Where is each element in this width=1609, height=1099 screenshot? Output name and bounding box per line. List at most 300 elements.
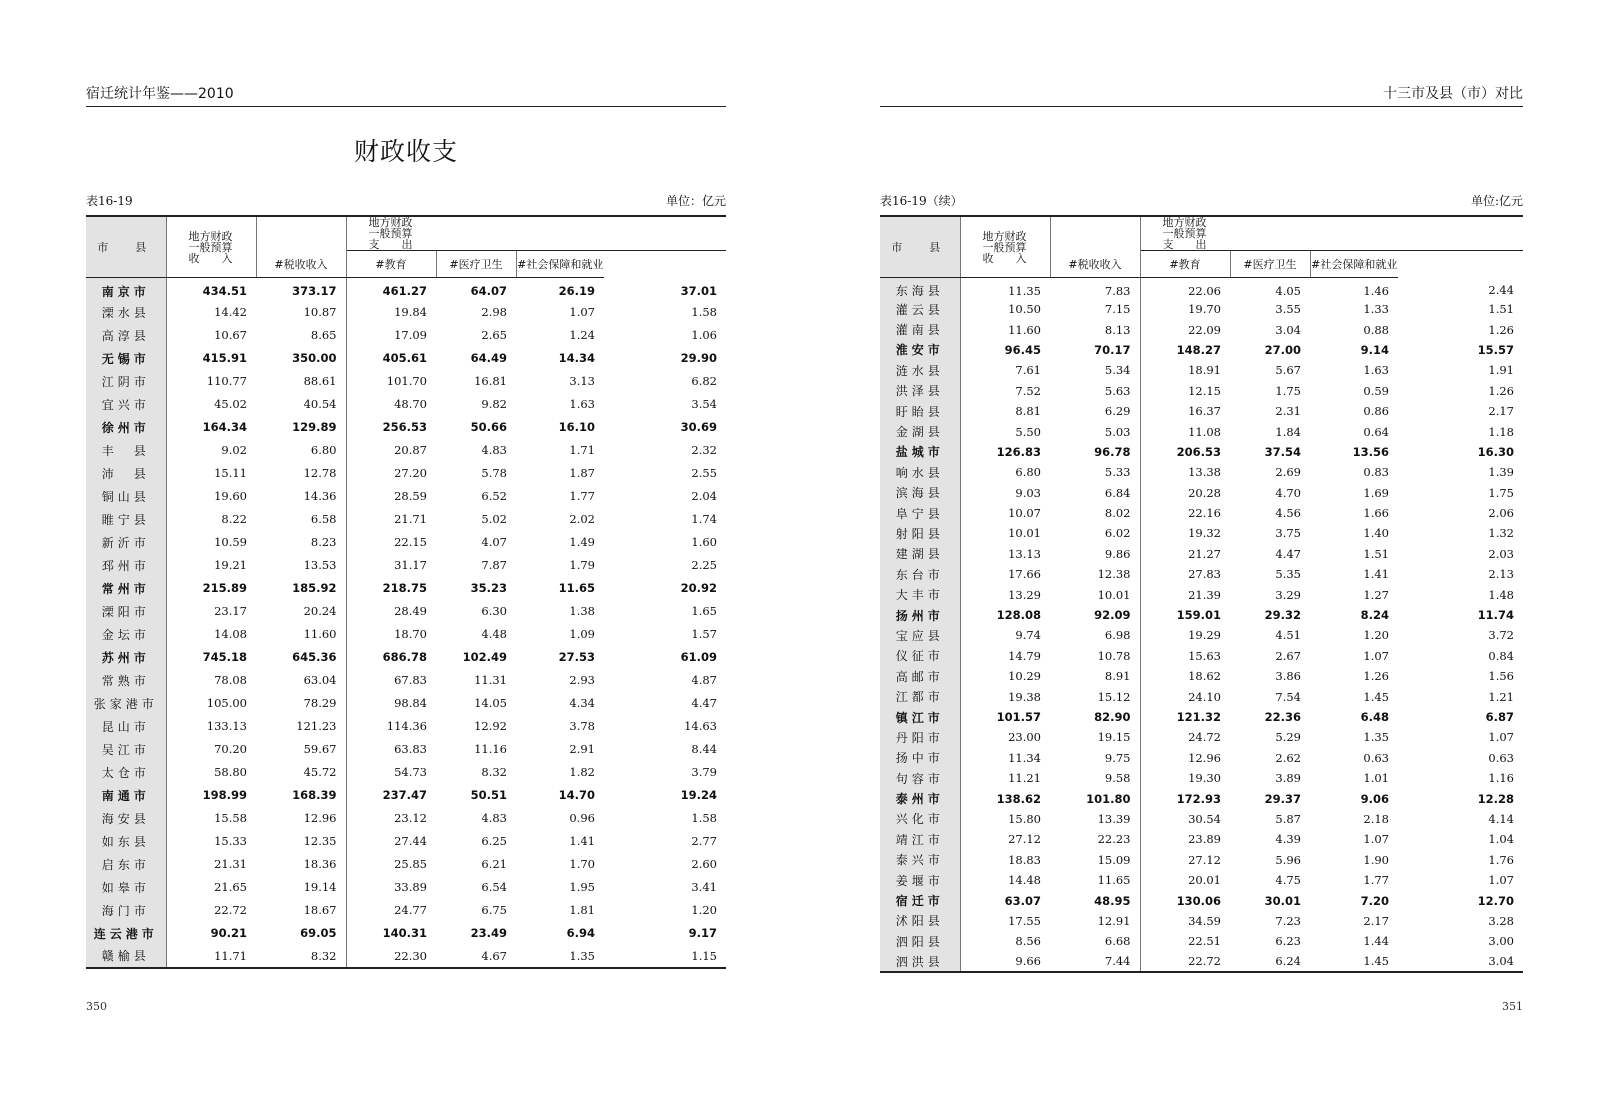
running-header bbox=[880, 84, 1523, 107]
finance-table-right bbox=[880, 215, 1523, 973]
table-row bbox=[86, 508, 726, 531]
tax-cell: 9.75 bbox=[1050, 748, 1140, 768]
region-name-cell: 金湖县 bbox=[880, 421, 960, 441]
health-cell: 1.77 bbox=[1363, 873, 1389, 888]
region-name-cell: 沛 县 bbox=[86, 462, 166, 485]
region-name-cell: 溧水县 bbox=[86, 301, 166, 324]
social-cell: 1.91 bbox=[1488, 363, 1514, 378]
revenue-cell: 11.35 bbox=[1008, 283, 1041, 298]
region-name-cell: 淮安市 bbox=[880, 340, 960, 360]
table-row bbox=[86, 853, 726, 876]
revenue-cell: 10.07 bbox=[1008, 506, 1041, 521]
revenue-cell: 14.48 bbox=[1008, 873, 1041, 888]
table-row bbox=[86, 623, 726, 646]
health-cell: 13.56 bbox=[1352, 444, 1389, 459]
health-cell: 11.65 bbox=[558, 581, 595, 595]
region-name-cell: 宜兴市 bbox=[86, 393, 166, 416]
expenditure-cell: 19.84 bbox=[394, 305, 427, 319]
revenue-cell: 215.89 bbox=[202, 581, 247, 595]
tax-cell: 22.23 bbox=[1050, 829, 1140, 849]
health-cell: 0.63 bbox=[1363, 750, 1389, 765]
region-column-header: 市 县 bbox=[880, 216, 960, 278]
table-row bbox=[86, 715, 726, 738]
tax-cell: 14.36 bbox=[256, 485, 346, 508]
region-name-cell: 徐州市 bbox=[86, 416, 166, 439]
social-cell: 1.15 bbox=[691, 948, 717, 963]
tax-cell: 92.09 bbox=[1050, 605, 1140, 625]
table-row bbox=[880, 707, 1523, 727]
table-row bbox=[880, 809, 1523, 829]
education-column-header: #教育 bbox=[346, 251, 436, 278]
revenue-cell: 138.62 bbox=[996, 791, 1041, 806]
education-cell: 50.51 bbox=[470, 788, 507, 802]
health-cell: 1.35 bbox=[1363, 730, 1389, 745]
region-name-cell: 睢宁县 bbox=[86, 508, 166, 531]
revenue-cell: 13.29 bbox=[1008, 587, 1041, 602]
education-cell: 5.02 bbox=[481, 512, 507, 526]
expenditure-cell: 21.71 bbox=[394, 512, 427, 526]
region-name-cell: 赣榆县 bbox=[86, 945, 166, 968]
tax-cell: 6.58 bbox=[256, 508, 346, 531]
health-cell: 1.66 bbox=[1363, 506, 1389, 521]
social-cell: 1.58 bbox=[691, 811, 717, 825]
health-cell: 7.20 bbox=[1360, 893, 1389, 908]
health-cell: 1.38 bbox=[569, 604, 595, 618]
table-unit: 单位:亿元 bbox=[1470, 194, 1523, 208]
education-cell: 4.48 bbox=[481, 627, 507, 641]
tax-cell: 129.89 bbox=[256, 416, 346, 439]
region-name-cell: 扬州市 bbox=[880, 605, 960, 625]
health-cell: 0.83 bbox=[1363, 465, 1389, 480]
expenditure-cell: 121.32 bbox=[1176, 710, 1221, 724]
expenditure-cell: 148.27 bbox=[1176, 342, 1221, 357]
education-cell: 14.05 bbox=[474, 696, 507, 710]
education-cell: 5.87 bbox=[1275, 811, 1301, 826]
education-cell: 4.67 bbox=[481, 948, 507, 963]
table-id: 表16-19（续） bbox=[880, 194, 963, 208]
education-cell: 4.47 bbox=[1275, 546, 1301, 561]
social-cell: 2.44 bbox=[1488, 283, 1514, 298]
expenditure-cell: 22.30 bbox=[394, 948, 427, 963]
social-cell: 2.77 bbox=[691, 834, 717, 848]
health-cell: 1.41 bbox=[1363, 567, 1389, 582]
education-cell: 3.04 bbox=[1275, 322, 1301, 337]
health-cell: 1.79 bbox=[569, 558, 595, 572]
expenditure-cell: 237.47 bbox=[382, 788, 427, 802]
revenue-cell: 19.21 bbox=[214, 558, 247, 572]
region-name-cell: 邳州市 bbox=[86, 554, 166, 577]
table-meta bbox=[86, 192, 726, 210]
health-cell: 1.07 bbox=[569, 305, 595, 319]
education-cell: 30.01 bbox=[1264, 893, 1301, 908]
table-row bbox=[880, 381, 1523, 401]
expenditure-cell: 24.10 bbox=[1188, 689, 1221, 704]
tax-cell: 7.44 bbox=[1050, 952, 1140, 972]
education-cell: 4.75 bbox=[1275, 873, 1301, 888]
expenditure-cell: 23.12 bbox=[394, 811, 427, 825]
region-name-cell: 如东县 bbox=[86, 830, 166, 853]
table-row bbox=[880, 768, 1523, 788]
revenue-cell: 78.08 bbox=[214, 673, 247, 687]
table-row bbox=[880, 829, 1523, 849]
tax-cell: 645.36 bbox=[256, 646, 346, 669]
health-cell: 1.63 bbox=[1363, 363, 1389, 378]
education-cell: 5.29 bbox=[1275, 730, 1301, 745]
region-name-cell: 阜宁县 bbox=[880, 503, 960, 523]
tax-cell: 9.58 bbox=[1050, 768, 1140, 788]
revenue-cell: 164.34 bbox=[202, 420, 247, 434]
revenue-cell: 45.02 bbox=[214, 397, 247, 411]
expenditure-cell: 19.32 bbox=[1188, 526, 1221, 541]
revenue-cell: 8.81 bbox=[1015, 404, 1041, 419]
tax-cell: 7.83 bbox=[1050, 278, 1140, 300]
region-name-cell: 靖江市 bbox=[880, 829, 960, 849]
tax-cell: 11.65 bbox=[1050, 870, 1140, 890]
revenue-cell: 15.58 bbox=[214, 811, 247, 825]
table-row bbox=[880, 625, 1523, 645]
region-name-cell: 张家港市 bbox=[86, 692, 166, 715]
table-row bbox=[86, 416, 726, 439]
table-meta bbox=[880, 192, 1523, 210]
social-cell: 1.51 bbox=[1488, 302, 1514, 317]
health-cell: 1.45 bbox=[1363, 689, 1389, 704]
expenditure-cell: 27.44 bbox=[394, 834, 427, 848]
education-cell: 102.49 bbox=[462, 650, 507, 664]
tax-cell: 13.39 bbox=[1050, 809, 1140, 829]
social-cell: 1.57 bbox=[691, 627, 717, 641]
expenditure-cell: 22.15 bbox=[394, 535, 427, 549]
social-cell: 4.14 bbox=[1488, 811, 1514, 826]
tax-cell: 6.29 bbox=[1050, 401, 1140, 421]
tax-cell: 15.09 bbox=[1050, 850, 1140, 870]
health-cell: 1.63 bbox=[569, 397, 595, 411]
education-cell: 5.78 bbox=[481, 466, 507, 480]
region-name-cell: 镇江市 bbox=[880, 707, 960, 727]
tax-cell: 18.36 bbox=[256, 853, 346, 876]
region-name-cell: 射阳县 bbox=[880, 523, 960, 543]
revenue-cell: 14.08 bbox=[214, 627, 247, 641]
tax-cell: 101.80 bbox=[1050, 788, 1140, 808]
tax-cell: 40.54 bbox=[256, 393, 346, 416]
tax-cell: 63.04 bbox=[256, 669, 346, 692]
tax-cell: 7.15 bbox=[1050, 299, 1140, 319]
region-name-cell: 盱眙县 bbox=[880, 401, 960, 421]
tax-cell: 6.02 bbox=[1050, 523, 1140, 543]
region-name-cell: 东海县 bbox=[880, 278, 960, 300]
tax-cell: 12.35 bbox=[256, 830, 346, 853]
expenditure-cell: 16.37 bbox=[1188, 404, 1221, 419]
tax-cell: 19.14 bbox=[256, 876, 346, 899]
revenue-cell: 15.33 bbox=[214, 834, 247, 848]
tax-cell: 88.61 bbox=[256, 370, 346, 393]
table-row bbox=[880, 584, 1523, 604]
tax-cell: 12.91 bbox=[1050, 911, 1140, 931]
expenditure-cell: 20.87 bbox=[394, 443, 427, 457]
expenditure-cell: 140.31 bbox=[382, 926, 427, 940]
tax-cell: 185.92 bbox=[256, 577, 346, 600]
region-name-cell: 常州市 bbox=[86, 577, 166, 600]
revenue-cell: 8.22 bbox=[221, 512, 247, 526]
table-row bbox=[880, 401, 1523, 421]
tax-cell: 82.90 bbox=[1050, 707, 1140, 727]
health-cell: 14.34 bbox=[558, 351, 595, 365]
social-cell: 6.82 bbox=[691, 374, 717, 388]
expenditure-column-header: 地方财政 一般预算 支 出 bbox=[1140, 216, 1523, 251]
table-row bbox=[880, 442, 1523, 462]
education-cell: 1.84 bbox=[1275, 424, 1301, 439]
revenue-cell: 11.21 bbox=[1008, 771, 1041, 786]
education-cell: 1.75 bbox=[1275, 383, 1301, 398]
table-row bbox=[880, 788, 1523, 808]
revenue-cell: 10.50 bbox=[1008, 302, 1041, 317]
expenditure-cell: 405.61 bbox=[382, 351, 427, 365]
social-cell: 15.57 bbox=[1477, 342, 1514, 357]
region-name-cell: 灌云县 bbox=[880, 299, 960, 319]
social-cell: 0.63 bbox=[1488, 750, 1514, 765]
region-name-cell: 无锡市 bbox=[86, 347, 166, 370]
health-cell: 6.94 bbox=[566, 926, 595, 940]
expenditure-cell: 101.70 bbox=[386, 374, 427, 388]
table-row bbox=[86, 876, 726, 899]
table-row bbox=[86, 531, 726, 554]
health-cell: 0.88 bbox=[1363, 322, 1389, 337]
education-cell: 2.65 bbox=[481, 328, 507, 342]
education-cell: 6.23 bbox=[1275, 934, 1301, 949]
region-name-cell: 泗阳县 bbox=[880, 931, 960, 951]
health-cell: 1.46 bbox=[1363, 283, 1389, 298]
social-cell: 1.58 bbox=[691, 305, 717, 319]
tax-cell: 69.05 bbox=[256, 922, 346, 945]
tax-column-header: #税收收入 bbox=[1050, 216, 1140, 278]
region-name-cell: 海门市 bbox=[86, 899, 166, 922]
health-cell: 1.35 bbox=[569, 948, 595, 963]
table-row bbox=[880, 523, 1523, 543]
health-cell: 1.45 bbox=[1363, 954, 1389, 969]
social-cell: 1.56 bbox=[1488, 669, 1514, 684]
education-cell: 4.83 bbox=[481, 811, 507, 825]
expenditure-cell: 17.09 bbox=[394, 328, 427, 342]
education-cell: 4.70 bbox=[1275, 485, 1301, 500]
social-cell: 2.25 bbox=[691, 558, 717, 572]
region-name-cell: 建湖县 bbox=[880, 544, 960, 564]
finance-table-left bbox=[86, 215, 726, 969]
table-row bbox=[86, 485, 726, 508]
tax-cell: 12.78 bbox=[256, 462, 346, 485]
social-cell: 37.01 bbox=[680, 284, 717, 298]
health-cell: 1.71 bbox=[569, 443, 595, 457]
health-cell: 3.78 bbox=[569, 719, 595, 733]
social-cell: 20.92 bbox=[680, 581, 717, 595]
health-cell: 2.02 bbox=[569, 512, 595, 526]
table-row bbox=[880, 544, 1523, 564]
education-cell: 5.96 bbox=[1275, 852, 1301, 867]
region-name-cell: 句容市 bbox=[880, 768, 960, 788]
table-row bbox=[86, 807, 726, 830]
running-header bbox=[86, 84, 726, 107]
region-name-cell: 铜山县 bbox=[86, 485, 166, 508]
revenue-cell: 10.59 bbox=[214, 535, 247, 549]
expenditure-cell: 11.08 bbox=[1188, 424, 1221, 439]
expenditure-cell: 98.84 bbox=[394, 696, 427, 710]
education-cell: 7.54 bbox=[1275, 689, 1301, 704]
health-cell: 0.59 bbox=[1363, 383, 1389, 398]
tax-cell: 96.78 bbox=[1050, 442, 1140, 462]
health-cell: 0.96 bbox=[569, 811, 595, 825]
education-cell: 8.32 bbox=[481, 765, 507, 779]
tax-cell: 70.17 bbox=[1050, 340, 1140, 360]
region-column-header: 市 县 bbox=[86, 216, 166, 278]
right-page bbox=[880, 0, 1523, 1099]
table-row bbox=[880, 952, 1523, 972]
expenditure-cell: 13.38 bbox=[1188, 465, 1221, 480]
revenue-cell: 21.31 bbox=[214, 857, 247, 871]
expenditure-cell: 27.20 bbox=[394, 466, 427, 480]
education-cell: 64.07 bbox=[470, 284, 507, 299]
region-name-cell: 南京市 bbox=[86, 278, 166, 301]
region-name-cell: 太仓市 bbox=[86, 761, 166, 784]
table-row bbox=[86, 347, 726, 370]
education-cell: 3.55 bbox=[1275, 302, 1301, 317]
expenditure-column-header: 地方财政 一般预算 支 出 bbox=[346, 216, 726, 251]
expenditure-cell: 28.59 bbox=[394, 489, 427, 503]
health-cell: 1.95 bbox=[569, 880, 595, 894]
social-cell: 2.60 bbox=[691, 857, 717, 871]
health-cell: 0.64 bbox=[1363, 424, 1389, 439]
region-name-cell: 涟水县 bbox=[880, 360, 960, 380]
social-cell: 2.32 bbox=[691, 443, 717, 457]
revenue-cell: 198.99 bbox=[202, 788, 247, 802]
social-cell: 2.03 bbox=[1488, 546, 1514, 561]
region-name-cell: 泗洪县 bbox=[880, 952, 960, 972]
health-cell: 1.20 bbox=[1363, 628, 1389, 643]
tax-cell: 350.00 bbox=[256, 347, 346, 370]
revenue-cell: 9.66 bbox=[1015, 954, 1041, 969]
education-cell: 6.30 bbox=[481, 604, 507, 618]
table-row bbox=[880, 748, 1523, 768]
health-cell: 8.24 bbox=[1360, 608, 1389, 623]
revenue-cell: 10.67 bbox=[214, 328, 247, 342]
social-cell: 1.07 bbox=[1488, 730, 1514, 745]
social-cell: 1.39 bbox=[1488, 465, 1514, 480]
health-cell: 1.41 bbox=[569, 834, 595, 848]
revenue-cell: 7.52 bbox=[1015, 383, 1041, 398]
table-row bbox=[86, 830, 726, 853]
education-cell: 6.75 bbox=[481, 903, 507, 917]
revenue-cell: 11.34 bbox=[1008, 750, 1041, 765]
health-cell: 1.07 bbox=[1363, 832, 1389, 847]
social-cell: 4.47 bbox=[691, 696, 717, 710]
health-cell: 1.82 bbox=[569, 765, 595, 779]
expenditure-cell: 130.06 bbox=[1176, 893, 1221, 908]
health-cell: 1.24 bbox=[569, 328, 595, 342]
education-cell: 12.92 bbox=[474, 719, 507, 733]
revenue-cell: 19.60 bbox=[214, 489, 247, 503]
expenditure-cell: 12.96 bbox=[1188, 750, 1221, 765]
revenue-cell: 70.20 bbox=[214, 742, 247, 756]
education-cell: 29.32 bbox=[1264, 608, 1301, 623]
tax-cell: 168.39 bbox=[256, 784, 346, 807]
education-cell: 4.05 bbox=[1275, 283, 1301, 298]
revenue-cell: 434.51 bbox=[202, 284, 247, 299]
expenditure-cell: 24.72 bbox=[1188, 730, 1221, 745]
revenue-cell: 14.42 bbox=[214, 305, 247, 319]
table-row bbox=[86, 945, 726, 968]
social-cell: 3.79 bbox=[691, 765, 717, 779]
region-name-cell: 姜堰市 bbox=[880, 870, 960, 890]
expenditure-cell: 159.01 bbox=[1176, 608, 1221, 623]
social-cell: 29.90 bbox=[680, 351, 717, 365]
social-cell: 1.65 bbox=[691, 604, 717, 618]
health-cell: 9.14 bbox=[1360, 342, 1389, 357]
revenue-cell: 8.56 bbox=[1015, 934, 1041, 949]
expenditure-cell: 67.83 bbox=[394, 673, 427, 687]
health-cell: 2.18 bbox=[1363, 811, 1389, 826]
education-column-header: #教育 bbox=[1140, 251, 1230, 278]
social-cell: 4.87 bbox=[691, 673, 717, 687]
table-row bbox=[86, 278, 726, 301]
health-cell: 0.86 bbox=[1363, 404, 1389, 419]
health-cell: 16.10 bbox=[558, 420, 595, 434]
page-number: 351 bbox=[1502, 1000, 1523, 1013]
health-cell: 2.17 bbox=[1363, 913, 1389, 928]
revenue-cell: 17.55 bbox=[1008, 913, 1041, 928]
health-column-header: #医疗卫生 bbox=[1230, 251, 1310, 278]
table-row bbox=[880, 421, 1523, 441]
education-cell: 3.29 bbox=[1275, 587, 1301, 602]
health-cell: 4.34 bbox=[569, 696, 595, 710]
education-cell: 29.37 bbox=[1264, 791, 1301, 806]
expenditure-cell: 25.85 bbox=[394, 857, 427, 871]
social-cell: 2.13 bbox=[1488, 567, 1514, 582]
tax-column-header: #税收收入 bbox=[256, 216, 346, 278]
health-cell: 1.69 bbox=[1363, 485, 1389, 500]
revenue-cell: 96.45 bbox=[1004, 342, 1041, 357]
revenue-cell: 133.13 bbox=[206, 719, 247, 733]
social-cell: 11.74 bbox=[1477, 608, 1514, 623]
table-row bbox=[880, 483, 1523, 503]
region-name-cell: 宝应县 bbox=[880, 625, 960, 645]
education-cell: 11.16 bbox=[474, 742, 507, 756]
region-name-cell: 大丰市 bbox=[880, 584, 960, 604]
social-cell: 16.30 bbox=[1477, 444, 1514, 459]
revenue-cell: 19.38 bbox=[1008, 689, 1041, 704]
education-cell: 3.89 bbox=[1275, 771, 1301, 786]
education-cell: 4.56 bbox=[1275, 506, 1301, 521]
social-cell: 3.04 bbox=[1488, 954, 1514, 969]
social-cell: 1.26 bbox=[1488, 383, 1514, 398]
social-cell: 1.06 bbox=[691, 328, 717, 342]
education-cell: 6.25 bbox=[481, 834, 507, 848]
tax-cell: 10.78 bbox=[1050, 646, 1140, 666]
education-cell: 5.35 bbox=[1275, 567, 1301, 582]
education-cell: 2.98 bbox=[481, 305, 507, 319]
social-cell: 1.07 bbox=[1488, 873, 1514, 888]
expenditure-cell: 27.83 bbox=[1188, 567, 1221, 582]
tax-cell: 11.60 bbox=[256, 623, 346, 646]
health-cell: 1.40 bbox=[1363, 526, 1389, 541]
education-cell: 3.75 bbox=[1275, 526, 1301, 541]
expenditure-cell: 31.17 bbox=[394, 558, 427, 572]
table-row bbox=[86, 393, 726, 416]
education-cell: 64.49 bbox=[470, 351, 507, 365]
revenue-cell: 9.02 bbox=[221, 443, 247, 457]
education-cell: 23.49 bbox=[470, 926, 507, 940]
tax-cell: 19.15 bbox=[1050, 727, 1140, 747]
table-body bbox=[880, 278, 1523, 972]
revenue-cell: 90.21 bbox=[210, 926, 247, 940]
health-cell: 1.90 bbox=[1363, 852, 1389, 867]
education-cell: 22.36 bbox=[1264, 710, 1301, 724]
